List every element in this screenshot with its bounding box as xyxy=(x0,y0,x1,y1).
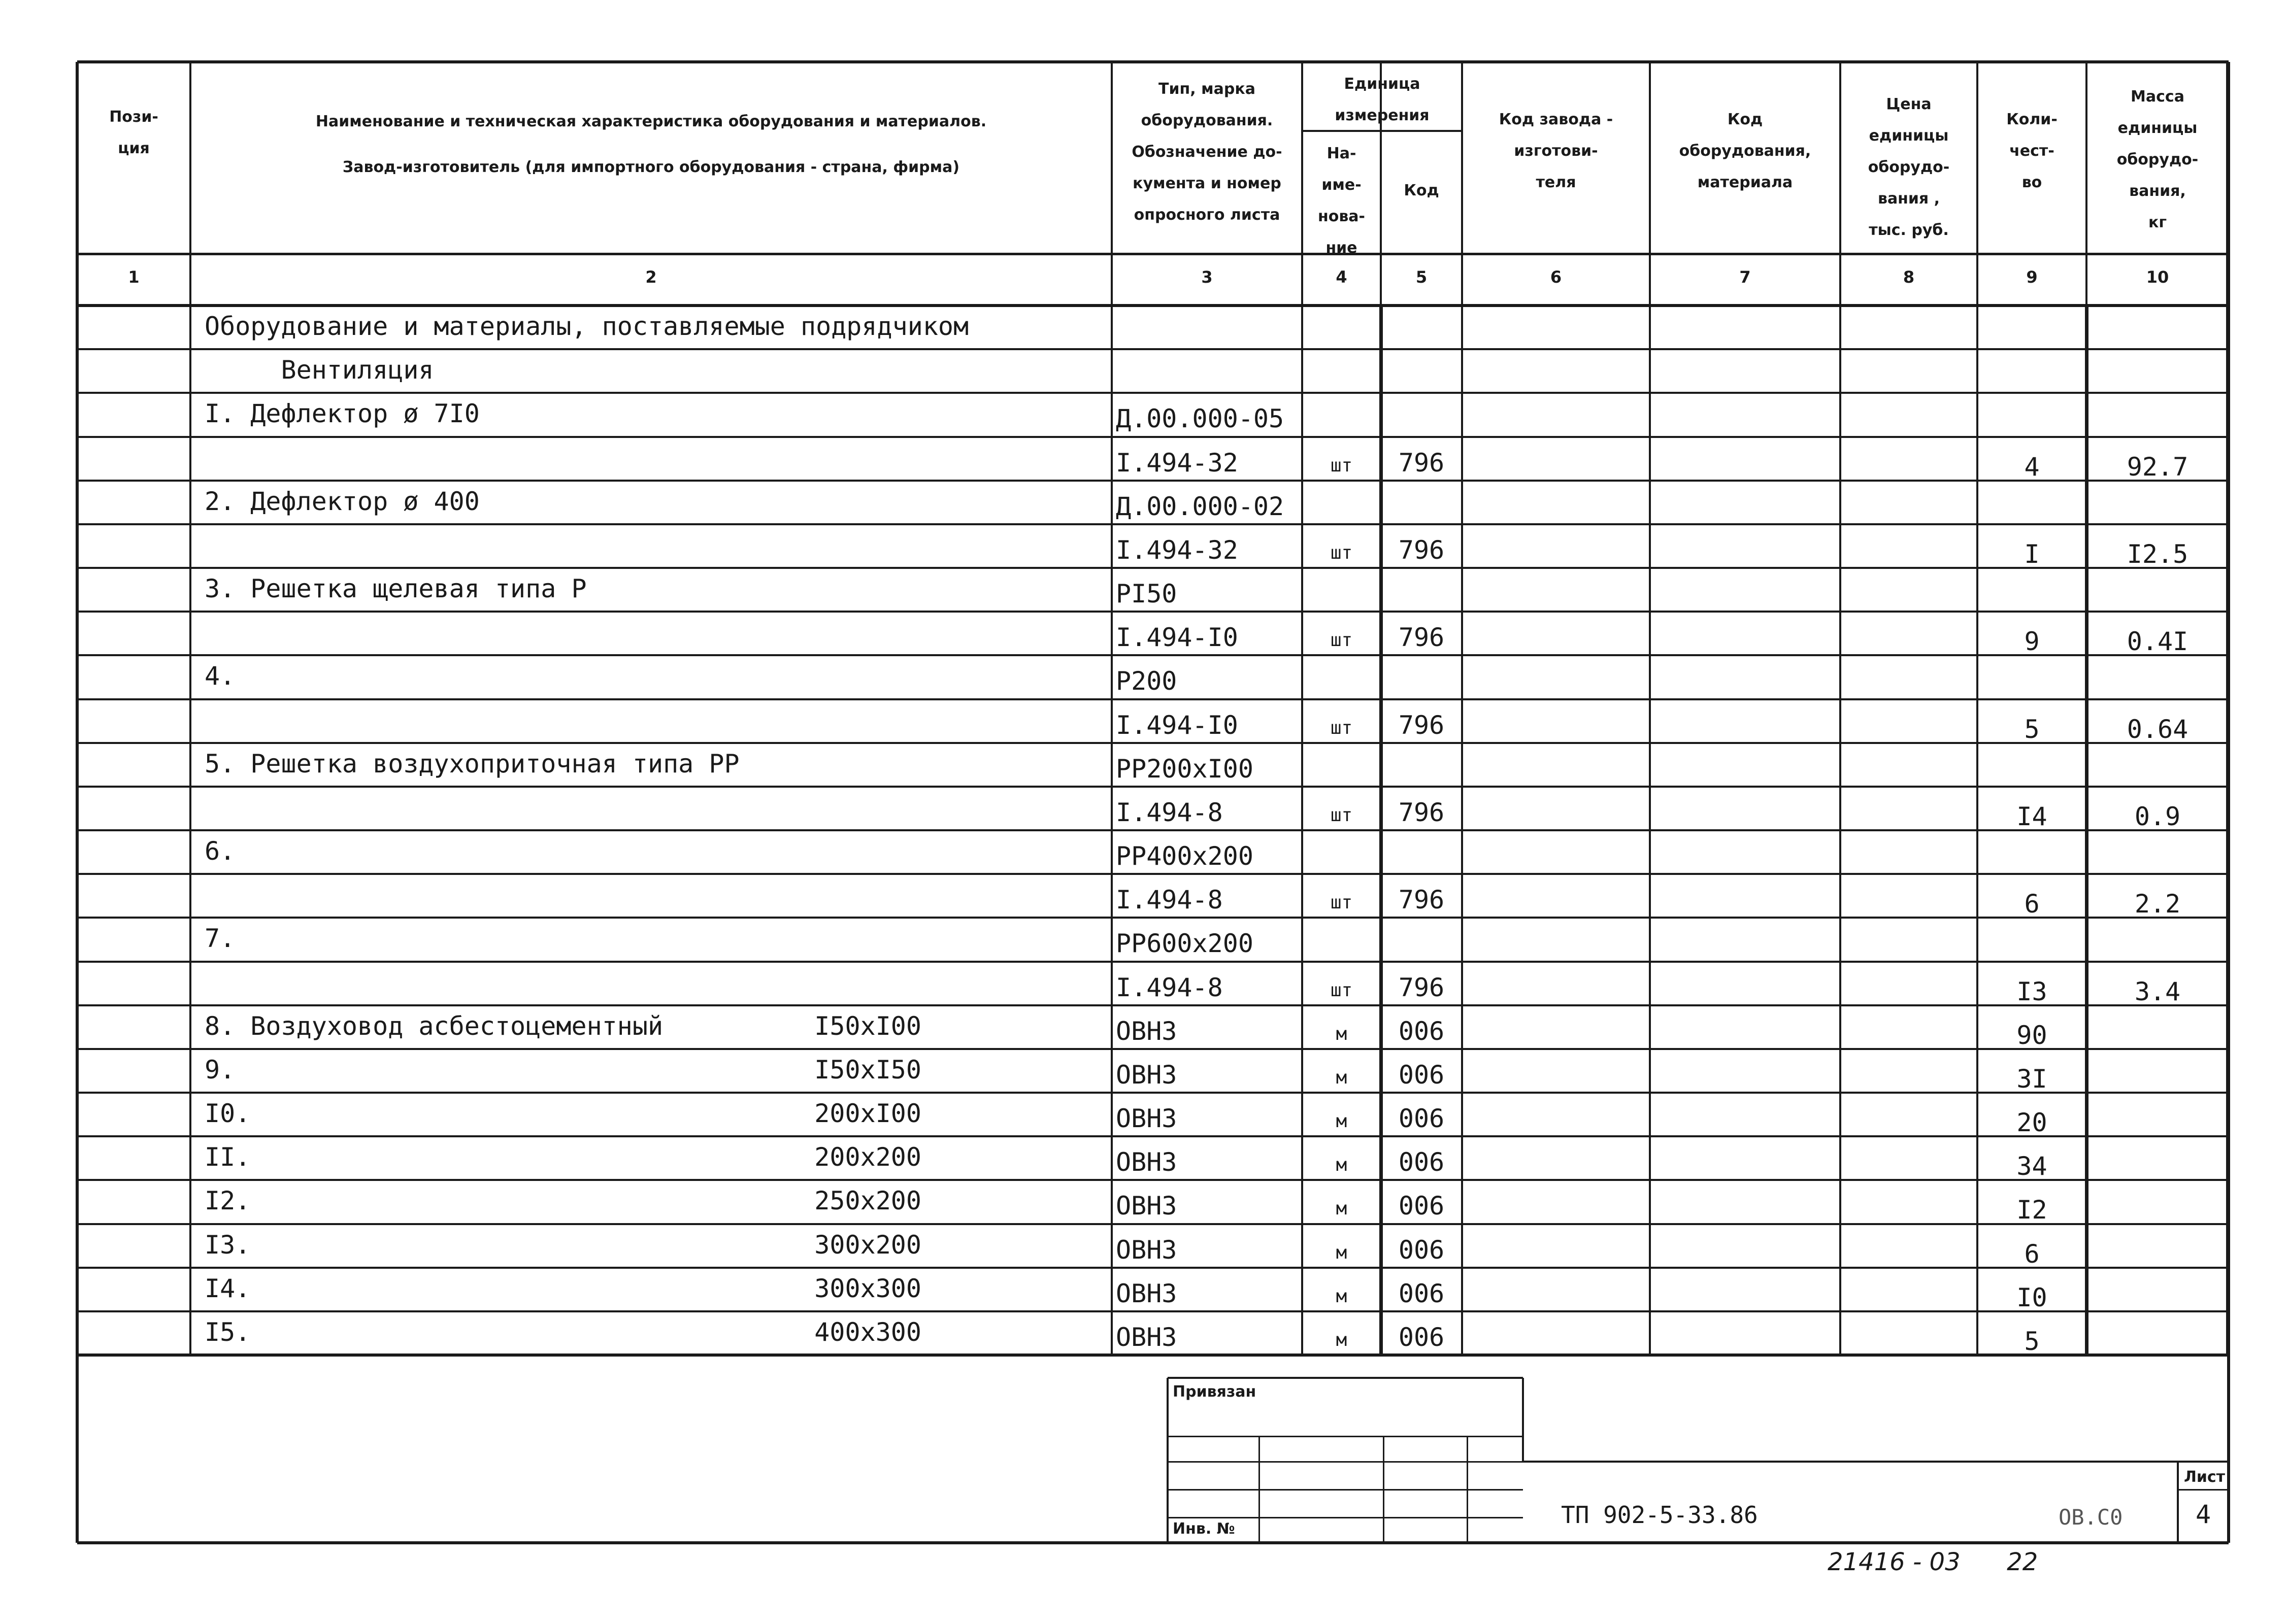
col-equipment-code-header: Код оборудования, материала xyxy=(1679,111,1811,191)
rule-line xyxy=(77,523,2229,525)
unit-code: 796 xyxy=(1398,535,1445,565)
column-number: 9 xyxy=(2026,267,2038,287)
unit-code: 796 xyxy=(1398,448,1445,478)
rule-line xyxy=(1168,1436,1523,1437)
unit-name: шт xyxy=(1330,804,1353,826)
item-quantity: 4 xyxy=(2024,452,2040,482)
rule-line xyxy=(77,1310,2229,1312)
item-quantity: I xyxy=(2024,539,2040,569)
unit-name: шт xyxy=(1330,717,1353,738)
rule-line xyxy=(77,1092,2229,1094)
column-number: 5 xyxy=(1415,267,1428,287)
unit-name: м xyxy=(1336,1155,1347,1176)
unit-name: шт xyxy=(1330,892,1353,913)
rule-line xyxy=(189,62,191,1355)
item-quantity: I2 xyxy=(2016,1195,2047,1225)
item-quantity: 6 xyxy=(2024,1239,2040,1269)
col-type-header: Тип, марка оборудования. Обозначение до- кумента и номер опросного листа xyxy=(1132,80,1282,224)
item-size: 400x300 xyxy=(814,1317,921,1347)
item-name: I. Дефлектор ø 7I0 xyxy=(205,399,480,429)
rule-line xyxy=(77,1223,2229,1225)
item-name: Вентиляция xyxy=(205,355,434,385)
item-type: PP600x200 xyxy=(1116,929,1253,959)
rule-line xyxy=(77,1135,2229,1137)
rule-line xyxy=(1467,1436,1468,1543)
col-unit-code-header: Код xyxy=(1404,182,1439,199)
col-price-header: Цена единицы оборудо- вания , тыс. руб. xyxy=(1868,95,1950,239)
unit-name: шт xyxy=(1330,630,1353,651)
col-name-header-1: Наименование и техническая характеристика оборудования и материалов. xyxy=(315,113,987,130)
column-number: 3 xyxy=(1201,267,1213,287)
unit-code: 006 xyxy=(1398,1322,1445,1352)
item-name: I4. xyxy=(205,1273,251,1303)
rule-line xyxy=(77,1354,2229,1357)
unit-code: 796 xyxy=(1398,885,1445,915)
rule-line xyxy=(77,1179,2229,1181)
column-number: 8 xyxy=(1903,267,1915,287)
rule-line xyxy=(77,829,2229,831)
item-type: I.494-32 xyxy=(1116,448,1238,478)
unit-code: 006 xyxy=(1398,1278,1445,1308)
rule-line xyxy=(77,1267,2229,1269)
item-quantity: 34 xyxy=(2016,1152,2047,1181)
item-type: Д.00.000-02 xyxy=(1116,491,1284,521)
item-type: PP400x200 xyxy=(1116,841,1253,871)
item-quantity: I4 xyxy=(2016,801,2047,831)
item-quantity: 90 xyxy=(2016,1020,2047,1050)
item-name: I3. xyxy=(205,1230,251,1260)
item-type: I.494-32 xyxy=(1116,535,1238,565)
rule-line xyxy=(1111,62,1113,1355)
column-number: 2 xyxy=(645,267,657,287)
unit-name: м xyxy=(1336,1023,1347,1044)
item-quantity: 5 xyxy=(2024,1326,2040,1356)
unit-code: 796 xyxy=(1398,710,1445,740)
col-factory-code-header: Код завода - изготови- теля xyxy=(1499,111,1613,191)
rule-line xyxy=(77,1004,2229,1006)
rule-line xyxy=(77,917,2229,919)
item-type: OBH3 xyxy=(1116,1278,1177,1308)
rule-line xyxy=(77,567,2229,569)
unit-name: шт xyxy=(1330,542,1353,563)
item-name: 6. xyxy=(205,836,236,866)
item-mass: I2.5 xyxy=(2127,539,2188,569)
rule-line xyxy=(77,480,2229,482)
item-size: 300x200 xyxy=(814,1230,921,1260)
rule-line xyxy=(2178,1489,2229,1491)
unit-code: 796 xyxy=(1398,797,1445,827)
item-name: II. xyxy=(205,1142,251,1172)
item-mass: 92.7 xyxy=(2127,452,2188,482)
item-name: Оборудование и материалы, поставляемые подрядчиком xyxy=(205,312,969,341)
col-name-header-2: Завод-изготовитель (для импортного оборудования - страна, фирма) xyxy=(342,158,960,176)
item-name: 5. Решетка воздухоприточная типа РР xyxy=(205,749,740,779)
rule-line xyxy=(1168,1489,1523,1491)
rule-line xyxy=(77,654,2229,656)
item-quantity: I0 xyxy=(2016,1282,2047,1312)
item-type: OBH3 xyxy=(1116,1322,1177,1352)
rule-line xyxy=(77,961,2229,963)
unit-code: 006 xyxy=(1398,1235,1445,1265)
unit-code: 006 xyxy=(1398,1104,1445,1133)
column-number: 7 xyxy=(1739,267,1751,287)
item-name: 2. Дефлектор ø 400 xyxy=(205,486,480,516)
rule-line xyxy=(77,698,2229,700)
unit-code: 006 xyxy=(1398,1191,1445,1221)
rule-line xyxy=(1523,1461,2229,1463)
attached-label: Привязан xyxy=(1173,1383,1256,1401)
unit-name: м xyxy=(1336,1198,1347,1220)
item-type: OBH3 xyxy=(1116,1235,1177,1265)
unit-name: шт xyxy=(1330,979,1353,1001)
rule-line xyxy=(77,1048,2229,1050)
item-quantity: 5 xyxy=(2024,714,2040,744)
rule-line xyxy=(77,253,2229,255)
unit-code: 006 xyxy=(1398,1060,1445,1090)
item-name: 3. Решетка щелевая типа Р xyxy=(205,574,587,603)
inventory-number-label: Инв. № xyxy=(1173,1520,1235,1538)
item-quantity: 9 xyxy=(2024,627,2040,657)
rule-line xyxy=(77,392,2229,394)
rule-line xyxy=(77,436,2229,438)
item-quantity: 20 xyxy=(2016,1108,2047,1137)
column-number: 6 xyxy=(1550,267,1562,287)
item-type: PP200xI00 xyxy=(1116,754,1253,784)
item-size: I50xI50 xyxy=(814,1055,921,1085)
project-code: ТП 902-5-33.86 xyxy=(1561,1501,1758,1529)
column-number: 4 xyxy=(1336,267,1347,287)
rule-line xyxy=(77,786,2229,788)
rule-line xyxy=(1383,1436,1384,1543)
item-type: I.494-8 xyxy=(1116,972,1223,1002)
rule-line xyxy=(1522,1378,1524,1462)
rule-line xyxy=(1649,62,1651,1355)
unit-code: 006 xyxy=(1398,1147,1445,1177)
item-name: 9. xyxy=(205,1055,236,1085)
item-quantity: 3I xyxy=(2016,1064,2047,1094)
item-name: 4. xyxy=(205,661,236,691)
rule-line xyxy=(1168,1377,1523,1379)
item-type: P200 xyxy=(1116,666,1177,696)
item-type: PI50 xyxy=(1116,579,1177,608)
item-quantity: I3 xyxy=(2016,976,2047,1006)
item-name: I0. xyxy=(205,1099,251,1128)
rule-line xyxy=(1168,1461,1523,1463)
item-name: I5. xyxy=(205,1317,251,1347)
item-size: 200x200 xyxy=(814,1142,921,1172)
item-mass: 2.2 xyxy=(2134,889,2181,919)
item-type: I.494-I0 xyxy=(1116,710,1238,740)
sheet-number: 4 xyxy=(2195,1500,2211,1529)
col-mass-header: Масса единицы оборудо- вания, кг xyxy=(2116,88,2199,231)
col-pos-header: Пози- ция xyxy=(109,108,158,157)
item-type: I.494-8 xyxy=(1116,797,1223,827)
item-size: 250x200 xyxy=(814,1186,921,1216)
item-size: 300x300 xyxy=(814,1273,921,1303)
rule-line xyxy=(77,611,2229,613)
rule-line xyxy=(2226,62,2229,1355)
col-unit-name-header: На- име- нова- ние xyxy=(1317,145,1366,257)
item-mass: 3.4 xyxy=(2134,976,2181,1006)
item-quantity: 6 xyxy=(2024,889,2040,919)
rule-line xyxy=(77,348,2229,350)
item-type: Д.00.000-05 xyxy=(1116,404,1284,434)
item-size: I50xI00 xyxy=(814,1011,921,1041)
unit-name: м xyxy=(1336,1329,1347,1350)
rule-line xyxy=(1258,1436,1260,1543)
item-type: I.494-8 xyxy=(1116,885,1223,915)
column-number: 10 xyxy=(2146,267,2169,287)
item-size: 200xI00 xyxy=(814,1099,921,1128)
unit-code: 796 xyxy=(1398,623,1445,653)
unit-name: м xyxy=(1336,1285,1347,1307)
item-mass: 0.9 xyxy=(2134,801,2181,831)
rule-line xyxy=(77,742,2229,744)
col-qty-header: Коли- чест- во xyxy=(2006,111,2058,191)
item-type: OBH3 xyxy=(1116,1191,1177,1221)
rule-line xyxy=(77,1541,2229,1544)
unit-code: 006 xyxy=(1398,1016,1445,1046)
item-type: I.494-I0 xyxy=(1116,623,1238,653)
item-name: 7. xyxy=(205,924,236,954)
item-type: OBH3 xyxy=(1116,1016,1177,1046)
document-mark: OB.C0 xyxy=(2059,1505,2123,1530)
item-name: I2. xyxy=(205,1186,251,1216)
rule-line xyxy=(77,873,2229,875)
archive-number: 21416 - 03 22 xyxy=(1828,1548,2038,1576)
item-mass: 0.64 xyxy=(2127,714,2188,744)
item-type: OBH3 xyxy=(1116,1060,1177,1090)
unit-code: 796 xyxy=(1398,972,1445,1002)
rule-line xyxy=(1168,1517,1523,1518)
sheet-label: Лист xyxy=(2183,1468,2226,1486)
unit-name: м xyxy=(1336,1067,1347,1088)
item-type: OBH3 xyxy=(1116,1147,1177,1177)
rule-line xyxy=(77,60,2229,63)
item-name: 8. Воздуховод асбестоцементный xyxy=(205,1011,664,1041)
unit-name: м xyxy=(1336,1111,1347,1132)
unit-name: шт xyxy=(1330,455,1353,476)
column-number: 1 xyxy=(128,267,140,287)
rule-line xyxy=(1839,62,1841,1355)
col-unit-group-header: Единица измерения xyxy=(1335,75,1430,124)
item-type: OBH3 xyxy=(1116,1104,1177,1133)
rule-line xyxy=(77,304,2229,307)
item-mass: 0.4I xyxy=(2127,627,2188,657)
unit-name: м xyxy=(1336,1242,1347,1263)
